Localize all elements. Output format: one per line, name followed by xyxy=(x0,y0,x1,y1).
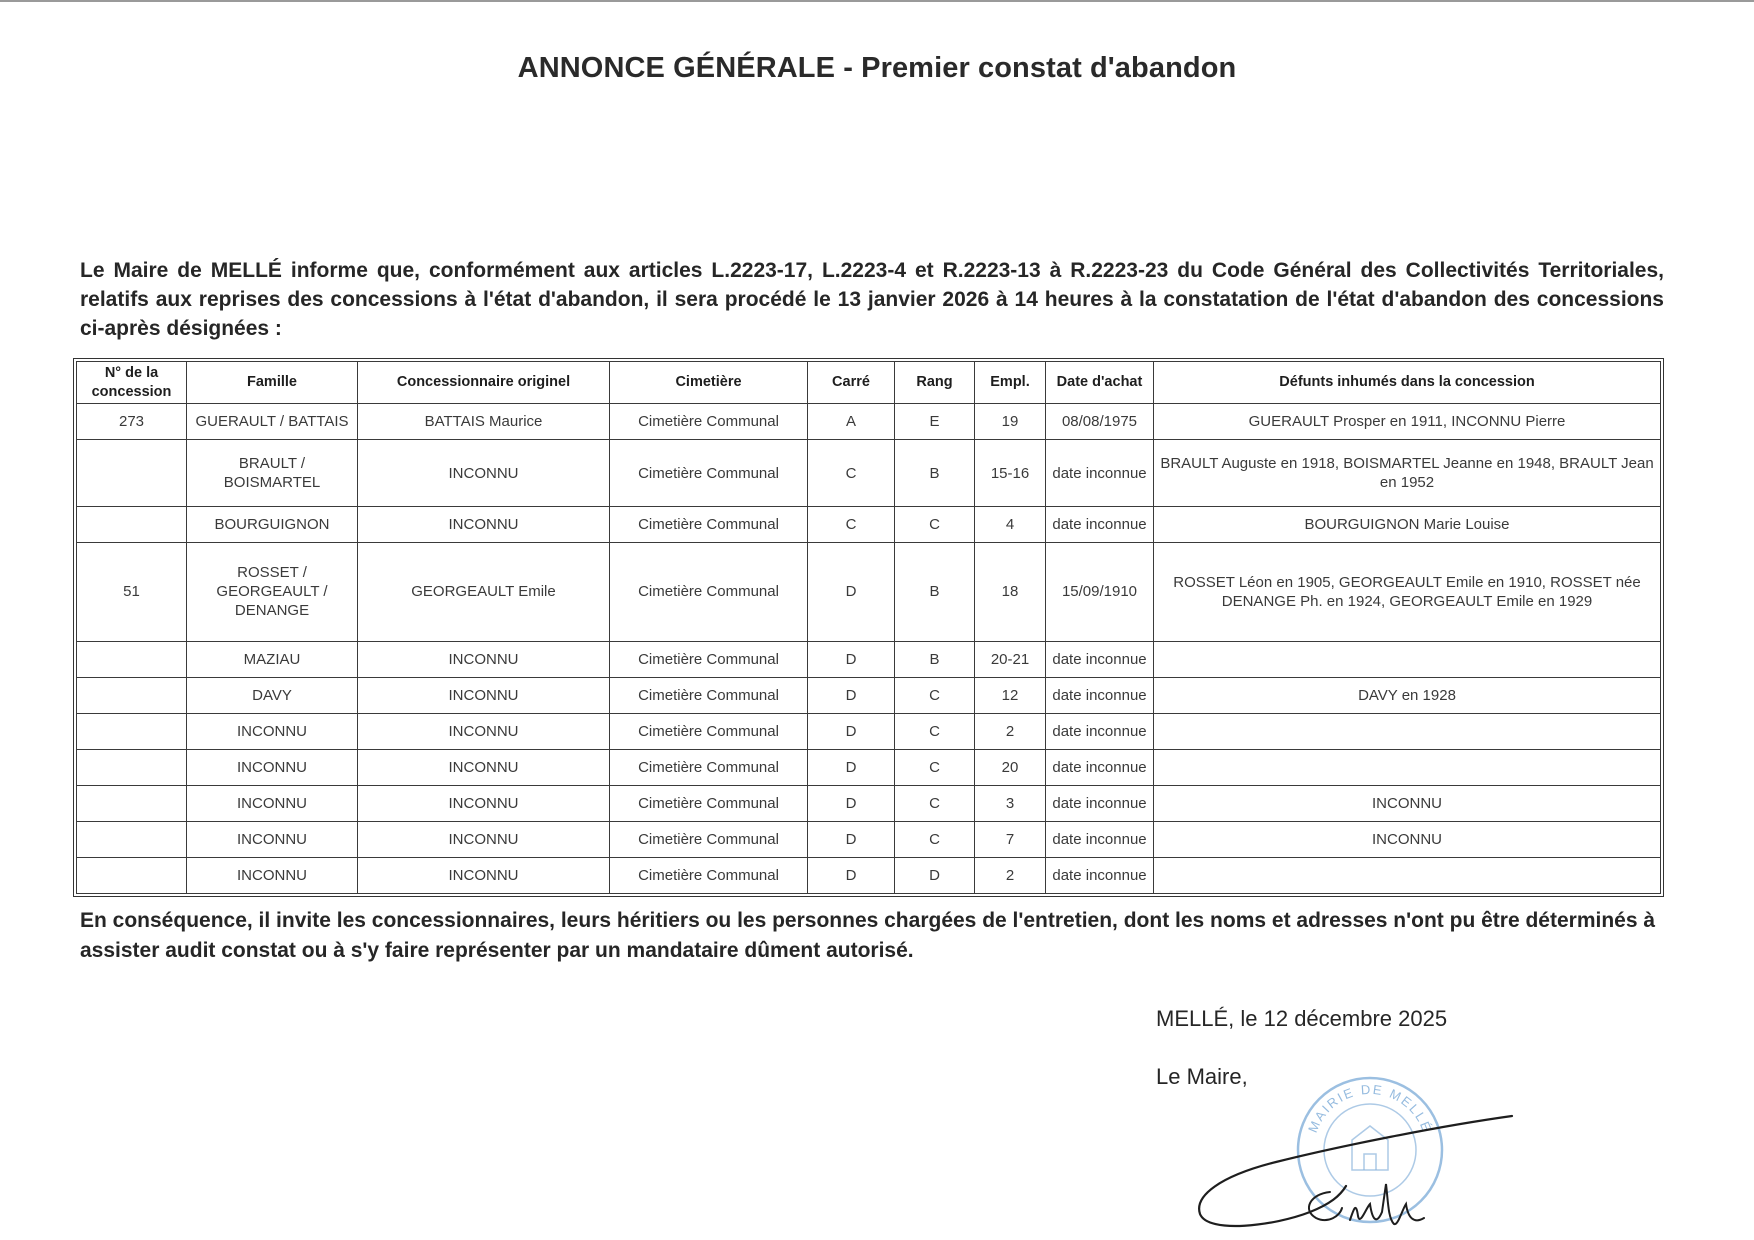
cell-empl: 7 xyxy=(975,821,1046,857)
cell-rang: C xyxy=(895,507,975,543)
cell-rang: B xyxy=(895,440,975,507)
cell-concessionnaire: INCONNU xyxy=(358,507,610,543)
header-numero: N° de la concession xyxy=(77,362,187,404)
mayor-signature xyxy=(1190,1100,1520,1240)
intro-paragraph: Le Maire de MELLÉ informe que, conformément aux articles L.2223-17, L.2223-4 et R.2223-13 à R.2223-23 du Code Général des Collectivités Territoriales, relatifs aux reprises des concessions à l'état d'abandon, il sera procédé le 13 janvier 2026 à 14 heures à la constatation de l'état d'abandon des concessions ci-après désignées : xyxy=(80,259,1664,340)
cell-defunts xyxy=(1154,641,1661,677)
cell-numero xyxy=(77,507,187,543)
cell-carre: D xyxy=(808,857,895,893)
header-rang: Rang xyxy=(895,362,975,404)
cell-rang: B xyxy=(895,543,975,641)
cell-numero xyxy=(77,677,187,713)
cell-empl: 2 xyxy=(975,857,1046,893)
table-row xyxy=(77,641,1661,677)
cell-carre: D xyxy=(808,821,895,857)
cell-famille: INCONNU xyxy=(187,713,358,749)
cell-famille: INCONNU xyxy=(187,749,358,785)
cell-carre: A xyxy=(808,404,895,440)
cell-cimetiere: Cimetière Communal xyxy=(610,507,808,543)
cell-numero: 273 xyxy=(77,404,187,440)
table-row xyxy=(77,857,1661,893)
cell-date-achat: date inconnue xyxy=(1046,785,1154,821)
cell-concessionnaire: INCONNU xyxy=(358,749,610,785)
cell-rang: B xyxy=(895,641,975,677)
table-row xyxy=(77,785,1661,821)
cell-rang: E xyxy=(895,404,975,440)
cell-numero xyxy=(77,785,187,821)
cell-concessionnaire: GEORGEAULT Emile xyxy=(358,543,610,641)
cell-defunts: BRAULT Auguste en 1918, BOISMARTEL Jeanne en 1948, BRAULT Jean en 1952 xyxy=(1154,440,1661,507)
cell-cimetiere: Cimetière Communal xyxy=(610,857,808,893)
outro-paragraph: En conséquence, il invite les concessionnaires, leurs héritiers ou les personnes chargées de l'entretien, dont les noms et adresses n'ont pu être déterminés à assister audit constat ou à s'y faire représenter par un mandataire dûment autorisé. xyxy=(80,909,1656,962)
table-row xyxy=(77,404,1661,440)
table-row xyxy=(77,440,1661,507)
cell-cimetiere: Cimetière Communal xyxy=(610,821,808,857)
cell-numero xyxy=(77,821,187,857)
cell-famille: INCONNU xyxy=(187,785,358,821)
cell-cimetiere: Cimetière Communal xyxy=(610,440,808,507)
cell-cimetiere: Cimetière Communal xyxy=(610,677,808,713)
cell-empl: 20-21 xyxy=(975,641,1046,677)
cell-date-achat: date inconnue xyxy=(1046,677,1154,713)
cell-defunts: INCONNU xyxy=(1154,785,1661,821)
cell-date-achat: 15/09/1910 xyxy=(1046,543,1154,641)
cell-date-achat: 08/08/1975 xyxy=(1046,404,1154,440)
cell-carre: D xyxy=(808,713,895,749)
table-row xyxy=(77,749,1661,785)
cell-famille: BOURGUIGNON xyxy=(187,507,358,543)
cell-defunts xyxy=(1154,713,1661,749)
table-row xyxy=(77,677,1661,713)
place-date: MELLÉ, le 12 décembre 2025 xyxy=(1156,1006,1448,1031)
cell-famille: INCONNU xyxy=(187,821,358,857)
cell-defunts: DAVY en 1928 xyxy=(1154,677,1661,713)
header-cimetiere: Cimetière xyxy=(610,362,808,404)
cell-defunts xyxy=(1154,857,1661,893)
cell-numero: 51 xyxy=(77,543,187,641)
table-body xyxy=(77,404,1661,894)
cell-empl: 4 xyxy=(975,507,1046,543)
cell-cimetiere: Cimetière Communal xyxy=(610,785,808,821)
page-top-edge xyxy=(0,0,1754,2)
header-carre: Carré xyxy=(808,362,895,404)
cell-empl: 19 xyxy=(975,404,1046,440)
cell-numero xyxy=(77,857,187,893)
cell-concessionnaire: BATTAIS Maurice xyxy=(358,404,610,440)
cell-date-achat: date inconnue xyxy=(1046,641,1154,677)
cell-rang: C xyxy=(895,677,975,713)
cell-rang: C xyxy=(895,749,975,785)
table-row xyxy=(77,543,1661,641)
cell-carre: D xyxy=(808,641,895,677)
cell-cimetiere: Cimetière Communal xyxy=(610,749,808,785)
cell-famille: MAZIAU xyxy=(187,641,358,677)
cell-defunts: BOURGUIGNON Marie Louise xyxy=(1154,507,1661,543)
cell-rang: D xyxy=(895,857,975,893)
header-famille: Famille xyxy=(187,362,358,404)
cell-famille: GUERAULT / BATTAIS xyxy=(187,404,358,440)
cell-carre: D xyxy=(808,749,895,785)
cell-concessionnaire: INCONNU xyxy=(358,713,610,749)
cell-date-achat: date inconnue xyxy=(1046,857,1154,893)
cell-carre: C xyxy=(808,507,895,543)
cell-famille: INCONNU xyxy=(187,857,358,893)
cell-concessionnaire: INCONNU xyxy=(358,857,610,893)
cell-date-achat: date inconnue xyxy=(1046,440,1154,507)
cell-numero xyxy=(77,713,187,749)
cell-rang: C xyxy=(895,785,975,821)
cell-concessionnaire: INCONNU xyxy=(358,641,610,677)
cell-empl: 2 xyxy=(975,713,1046,749)
header-concessionnaire: Concessionnaire originel xyxy=(358,362,610,404)
cell-famille: DAVY xyxy=(187,677,358,713)
cell-numero xyxy=(77,440,187,507)
cell-date-achat: date inconnue xyxy=(1046,749,1154,785)
page-title: ANNONCE GÉNÉRALE - Premier constat d'abandon xyxy=(517,52,1237,84)
cell-defunts: INCONNU xyxy=(1154,821,1661,857)
cell-defunts xyxy=(1154,749,1661,785)
cell-famille: BRAULT / BOISMARTEL xyxy=(187,440,358,507)
cell-famille: ROSSET / GEORGEAULT / DENANGE xyxy=(187,543,358,641)
cell-numero xyxy=(77,749,187,785)
cell-empl: 12 xyxy=(975,677,1046,713)
stamp-lettering: MAIRIE DE MELLÉ xyxy=(1305,1081,1435,1135)
cell-rang: C xyxy=(895,821,975,857)
cell-concessionnaire: INCONNU xyxy=(358,440,610,507)
concessions-table-frame xyxy=(73,358,1664,897)
header-defunts: Défunts inhumés dans la concession xyxy=(1154,362,1661,404)
cell-carre: C xyxy=(808,440,895,507)
cell-carre: D xyxy=(808,677,895,713)
concessions-table xyxy=(76,361,1661,894)
header-empl: Empl. xyxy=(975,362,1046,404)
cell-cimetiere: Cimetière Communal xyxy=(610,713,808,749)
cell-empl: 3 xyxy=(975,785,1046,821)
table-row xyxy=(77,713,1661,749)
table-row xyxy=(77,821,1661,857)
cell-carre: D xyxy=(808,785,895,821)
cell-carre: D xyxy=(808,543,895,641)
header-date-achat: Date d'achat xyxy=(1046,362,1154,404)
table-row xyxy=(77,507,1661,543)
table-header-row xyxy=(77,362,1661,404)
cell-rang: C xyxy=(895,713,975,749)
signatory-label: Le Maire, xyxy=(1156,1064,1248,1089)
cell-concessionnaire: INCONNU xyxy=(358,785,610,821)
cell-empl: 20 xyxy=(975,749,1046,785)
cell-cimetiere: Cimetière Communal xyxy=(610,543,808,641)
cell-defunts: GUERAULT Prosper en 1911, INCONNU Pierre xyxy=(1154,404,1661,440)
cell-concessionnaire: INCONNU xyxy=(358,677,610,713)
cell-date-achat: date inconnue xyxy=(1046,821,1154,857)
cell-numero xyxy=(77,641,187,677)
cell-date-achat: date inconnue xyxy=(1046,507,1154,543)
cell-cimetiere: Cimetière Communal xyxy=(610,404,808,440)
cell-empl: 15-16 xyxy=(975,440,1046,507)
cell-concessionnaire: INCONNU xyxy=(358,821,610,857)
cell-empl: 18 xyxy=(975,543,1046,641)
cell-defunts: ROSSET Léon en 1905, GEORGEAULT Emile en 1910, ROSSET née DENANGE Ph. en 1924, GEORGEAULT Emile en 1929 xyxy=(1154,543,1661,641)
cell-cimetiere: Cimetière Communal xyxy=(610,641,808,677)
cell-date-achat: date inconnue xyxy=(1046,713,1154,749)
